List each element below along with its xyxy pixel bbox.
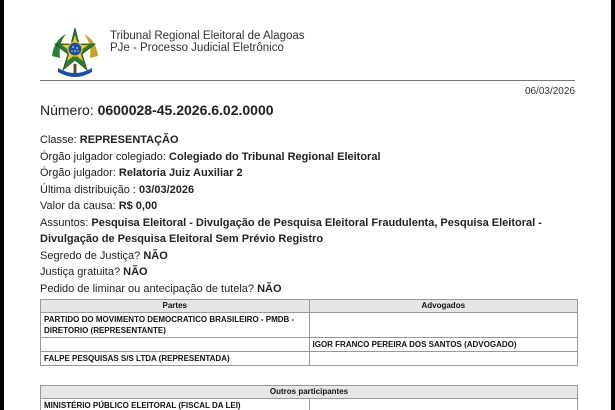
process-number-label: Número: bbox=[40, 102, 94, 118]
lawyer-cell bbox=[309, 352, 578, 366]
party-cell: PARTIDO DO MOVIMENTO DEMOCRATICO BRASILEIRO - PMDB - DIRETORIO (REPRESENTANTE) bbox=[41, 313, 310, 338]
other-participants-header-row bbox=[41, 386, 578, 399]
col-advogados: Advogados bbox=[309, 300, 578, 313]
field-gratuita bbox=[40, 264, 580, 281]
field-segredo bbox=[40, 248, 580, 265]
document-page bbox=[4, 0, 611, 410]
field-distribuicao-label: Última distribuição : bbox=[40, 183, 136, 196]
parties-header-row bbox=[41, 300, 578, 313]
field-distribuicao-value: 03/03/2026 bbox=[139, 183, 195, 196]
field-classe-value: REPRESENTAÇÃO bbox=[79, 134, 179, 146]
field-gratuita-label: Justiça gratuita? bbox=[40, 266, 121, 278]
lawyer-cell: IGOR FRANCO PEREIRA DOS SANTOS (ADVOGADO) bbox=[309, 338, 578, 352]
field-assuntos-value: Pesquisa Eleitoral - Divulgação de Pesquisa Eleitoral Fraudulenta, Pesquisa Eleitoral - Divulgação de Pesquisa Eleitoral Sem Prévio Registro bbox=[40, 216, 542, 245]
field-orgao bbox=[40, 165, 580, 182]
field-assuntos bbox=[40, 215, 580, 248]
field-valor-label: Valor da causa: bbox=[40, 200, 116, 212]
brazil-coat-of-arms-icon bbox=[48, 26, 102, 80]
system-name: PJe - Processo Judicial Eletrônico bbox=[110, 42, 284, 54]
field-segredo-value: NÃO bbox=[143, 249, 168, 262]
field-classe-label: Classe: bbox=[40, 134, 77, 146]
field-orgao-colegiado-label: Órgão julgador colegiado: bbox=[40, 150, 166, 163]
other-participants-title: Outros participantes bbox=[41, 386, 578, 399]
header-divider bbox=[40, 80, 575, 81]
parties-table bbox=[40, 299, 578, 366]
process-number-value: 0600028-45.2026.6.02.0000 bbox=[97, 102, 274, 118]
field-classe bbox=[40, 132, 580, 149]
field-distribuicao bbox=[40, 182, 580, 199]
document-header bbox=[48, 26, 568, 80]
participant-cell: MINISTÉRIO PÚBLICO ELEITORAL (FISCAL DA LEI) bbox=[41, 399, 310, 410]
party-cell: FALPE PESQUISAS S/S LTDA (REPRESENTADA) bbox=[41, 352, 310, 366]
field-orgao-colegiado-value: Colegiado do Tribunal Regional Eleitoral bbox=[169, 150, 381, 163]
field-orgao-colegiado bbox=[40, 149, 580, 166]
lawyer-cell bbox=[309, 313, 578, 338]
field-orgao-label: Órgão julgador: bbox=[40, 167, 116, 179]
party-cell bbox=[41, 338, 310, 352]
document-date: 06/03/2026 bbox=[524, 86, 575, 97]
org-name: Tribunal Regional Eleitoral de Alagoas bbox=[110, 30, 305, 42]
field-liminar-label: Pedido de liminar ou antecipação de tutela? bbox=[40, 282, 255, 295]
process-fields bbox=[40, 132, 580, 297]
table-row bbox=[41, 399, 578, 410]
participant-detail-cell bbox=[309, 399, 578, 410]
table-row bbox=[41, 352, 578, 366]
field-orgao-value: Relatoria Juiz Auxiliar 2 bbox=[118, 167, 243, 179]
field-liminar-value: NÃO bbox=[257, 282, 282, 295]
field-liminar bbox=[40, 281, 580, 298]
table-row bbox=[41, 313, 578, 338]
process-number bbox=[40, 102, 274, 118]
field-valor bbox=[40, 198, 580, 215]
field-segredo-label: Segredo de Justiça? bbox=[40, 249, 141, 262]
field-valor-value: R$ 0,00 bbox=[118, 200, 158, 212]
table-row bbox=[41, 338, 578, 352]
field-assuntos-label: Assuntos: bbox=[40, 216, 89, 229]
field-gratuita-value: NÃO bbox=[123, 266, 148, 278]
col-partes: Partes bbox=[41, 300, 310, 313]
other-participants-table bbox=[40, 385, 578, 410]
